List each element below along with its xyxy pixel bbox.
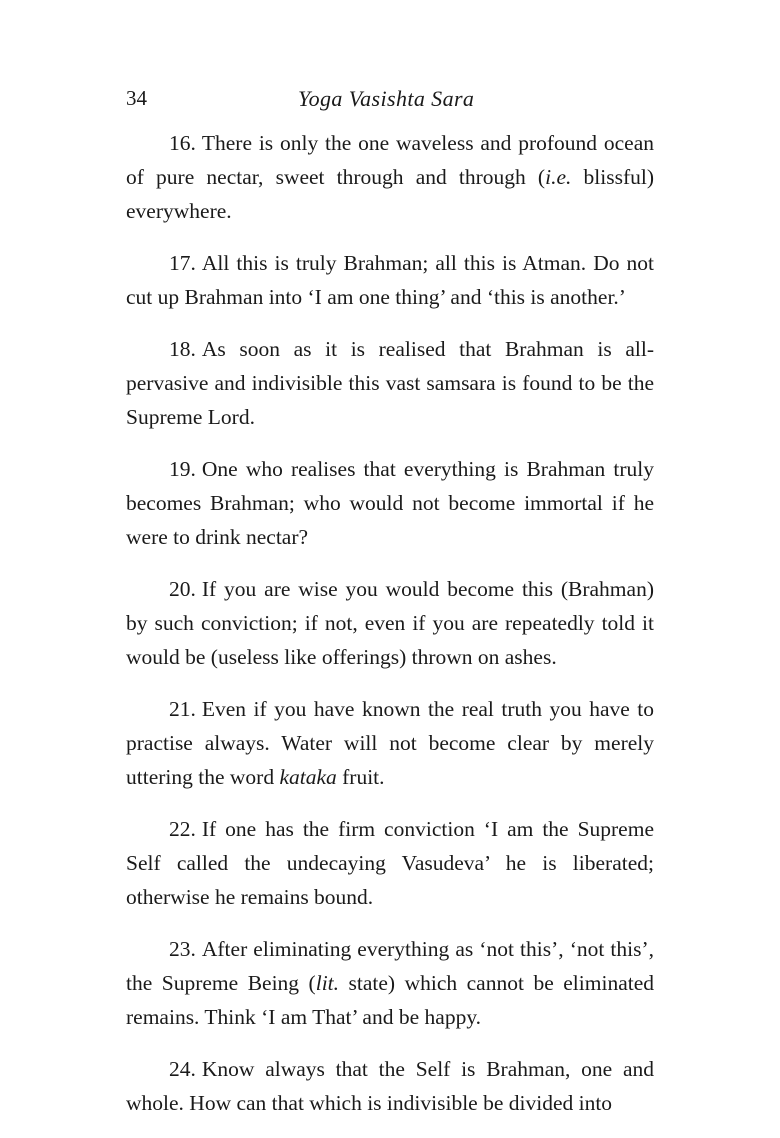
verse-19 (126, 452, 654, 554)
verse-text: One who realises that everything is Brahman truly becomes Brahman; who would not become immortal if he were to drink nectar? (126, 457, 654, 549)
verse-text: As soon as it is realised that Brahman is all-pervasive and indivisible this vast samsara is found to be the Supreme Lord. (126, 337, 654, 429)
verse-number: 23. (169, 937, 196, 961)
page-number: 34 (126, 86, 147, 110)
verse-emphasis: kataka (279, 765, 337, 789)
verse-number: 19. (169, 457, 196, 481)
verse-18 (126, 332, 654, 434)
verse-text: Know always that the Self is Brahman, one and whole. How can that which is indivisible be divided into (126, 1057, 654, 1115)
verse-text: fruit. (336, 765, 385, 789)
verse-text: All this is truly Brahman; all this is Atman. Do not cut up Brahman into ‘I am one thing’ and ‘this is another.’ (126, 251, 654, 309)
verse-22 (126, 812, 654, 914)
verse-text: After eliminating everything as ‘not this’, ‘not this’, the Supreme Being ( (126, 937, 654, 995)
verse-text: There is only the one waveless and profound ocean of pure nectar, sweet through and through ( (126, 131, 654, 189)
verse-number: 21. (169, 697, 196, 721)
verse-list (126, 126, 654, 1120)
book-page (126, 80, 654, 1138)
verse-20 (126, 572, 654, 674)
page-header (126, 80, 654, 114)
verse-24 (126, 1052, 654, 1120)
verse-16 (126, 126, 654, 228)
verse-21 (126, 692, 654, 794)
verse-number: 16. (169, 131, 196, 155)
verse-17 (126, 246, 654, 314)
verse-emphasis: i.e. (545, 165, 572, 189)
verse-text: state) which cannot be eliminated remains. Think ‘I am That’ and be happy. (126, 971, 654, 1029)
verse-number: 22. (169, 817, 196, 841)
verse-23 (126, 932, 654, 1034)
verse-text: If one has the firm conviction ‘I am the Supreme Self called the undecaying Vasudeva’ he is liberated; otherwise he remains bound. (126, 817, 654, 909)
running-title: Yoga Vasishta Sara (298, 86, 475, 111)
verse-text: If you are wise you would become this (Brahman) by such conviction; if not, even if you are repeatedly told it would be (useless like offerings) thrown on ashes. (126, 577, 654, 669)
verse-number: 17. (169, 251, 196, 275)
verse-emphasis: lit. (315, 971, 340, 995)
verse-text: blissful) everywhere. (126, 165, 654, 223)
verse-text: Even if you have known the real truth you have to practise always. Water will not become clear by merely uttering the word (126, 697, 654, 789)
verse-number: 24. (169, 1057, 196, 1081)
verse-number: 18. (169, 337, 196, 361)
verse-number: 20. (169, 577, 196, 601)
